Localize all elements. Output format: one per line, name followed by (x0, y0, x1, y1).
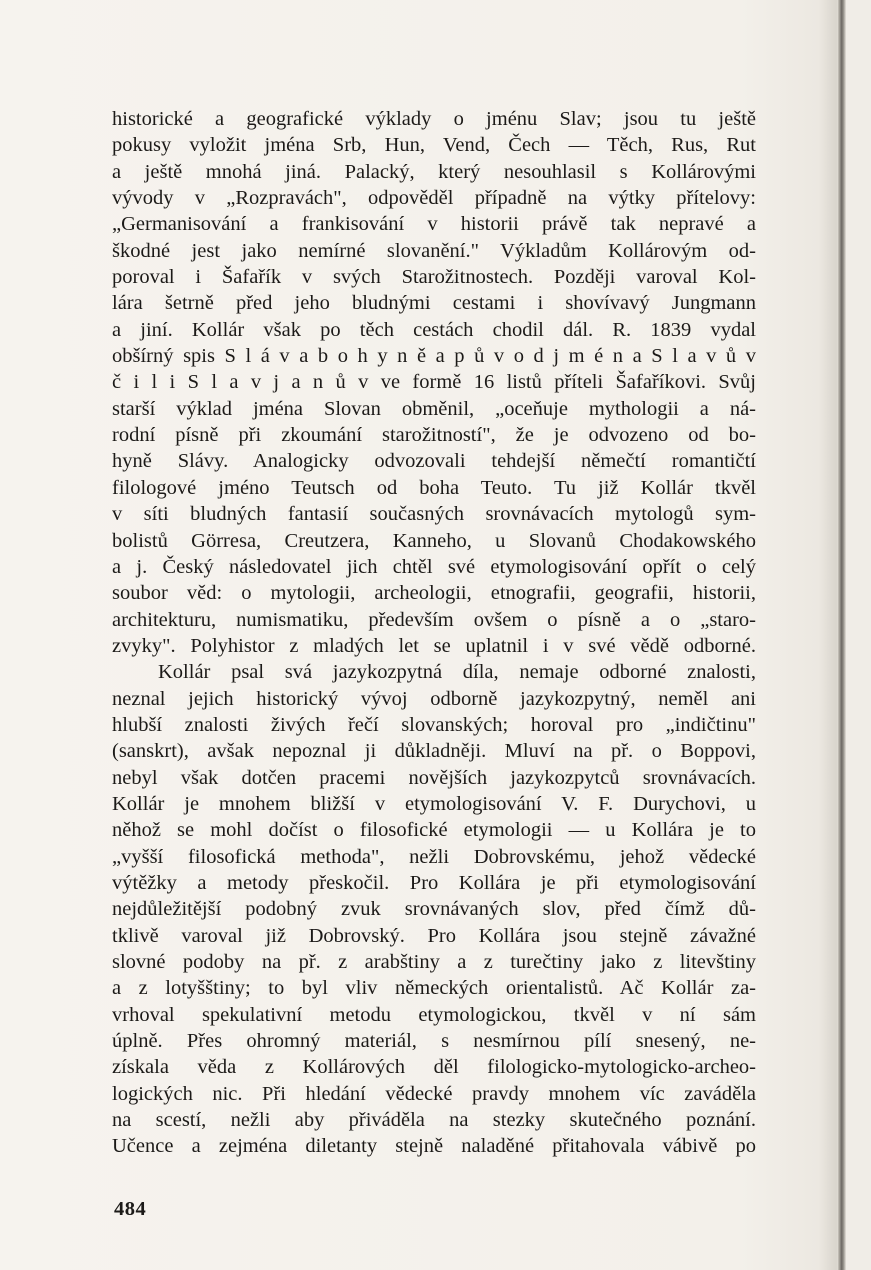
page-number: 484 (114, 1198, 147, 1220)
text-line: poroval i Šafařík v svých Starožitnostech. Později varoval Kol- (112, 266, 756, 289)
text-line: pokusy vyložit jména Srb, Hun, Vend, Čech — Těch, Rus, Rut (112, 134, 756, 157)
text-line: „vyšší filosofická methoda", nežli Dobrovskému, jehož vědecké (112, 845, 756, 868)
text-line: hlubší znalosti živých řečí slovanských; horoval pro „indičtinu" (112, 713, 756, 736)
text-line: vývody v „Rozpravách", odpověděl případně na výtky přítelovy: (112, 187, 756, 210)
text-line: v síti bludných fantasií současných srovnávacích mytologů sym- (112, 503, 756, 526)
text-line: zvyky". Polyhistor z mladých let se uplatnil i v své vědě odborné. (112, 634, 756, 657)
text-line: architekturu, numismatiku, především ovšem o písně a o „staro- (112, 608, 756, 631)
text-line: a z lotyšštiny; to byl vliv německých orientalistů. Ač Kollár za- (112, 977, 756, 1000)
text-line-paragraph-start: Kollár psal svá jazykozpytná díla, nemaje odborné znalosti, (158, 661, 756, 684)
text-line: hyně Slávy. Analogicky odvozovali tehdejší němečtí romantičtí (112, 450, 756, 473)
text-line: a ještě mnohá jiná. Palacký, který nesouhlasil s Kollárovými (112, 160, 756, 183)
text-line: historické a geografické výklady o jménu Slav; jsou tu ještě (112, 108, 756, 130)
text-line: Učence a zejména diletanty stejně naladěné přitahovala vábivě po (112, 1135, 756, 1158)
text-line: tklivě varoval již Dobrovský. Pro Kollára jsou stejně závažné (112, 924, 756, 947)
text-line: vrhoval spekulativní metodu etymologickou, tkvěl v ní sám (112, 1003, 756, 1026)
text-line: něhož se mohl dočíst o filosofické etymologii — u Kollára je to (112, 819, 756, 842)
text-line: a j. Český následovatel jich chtěl své etymologisování opřít o celý (112, 555, 756, 578)
text-line: č i l i S l a v j a n ů v ve formě 16 listů příteli Šafaříkovi. Svůj (112, 371, 756, 394)
text-line: logických nic. Při hledání vědecké pravdy mnohem víc zaváděla (112, 1082, 756, 1105)
text-line: (sanskrt), avšak nepoznal ji důkladněji. Mluví na př. o Boppovi, (112, 740, 756, 763)
text-line: obšírný spis S l á v a b o h y n ě a p ů v o d j m é n a S l a v ů v (112, 345, 756, 368)
text-line: úplně. Přes ohromný materiál, s nesmírnou pílí snesený, ne- (112, 1030, 756, 1053)
text-line: „Germanisování a frankisování v historii právě tak nepravé a (112, 213, 756, 236)
text-line: rodní písně při zkoumání starožitností", že je odvozeno od bo- (112, 424, 756, 447)
text-line: lára šetrně před jeho bludnými cestami i shovívavý Jungmann (112, 292, 756, 315)
text-line: soubor věd: o mytologii, archeologii, etnografii, geografii, historii, (112, 582, 756, 605)
body-text (112, 106, 756, 1160)
text-line: na scestí, nežli aby přiváděla na stezky skutečného poznání. (112, 1109, 756, 1132)
text-line: Kollár je mnohem bližší v etymologisování V. F. Durychovi, u (112, 792, 756, 815)
text-line: výtěžky a metody přeskočil. Pro Kollára je při etymologisování (112, 871, 756, 894)
text-line: nebyl však dotčen pracemi novějších jazykozpytců srovnávacích. (112, 766, 756, 789)
text-line: získala věda z Kollárových děl filologicko-mytologicko-archeo- (112, 1056, 756, 1079)
text-line: slovné podoby na př. z arabštiny a z turečtiny jako z litevštiny (112, 951, 756, 973)
text-line: škodné jest jako nemírné slovanění." Výkladům Kollárovým od- (112, 239, 756, 262)
text-line: nejdůležitější podobný zvuk srovnávaných slov, před čímž dů- (112, 898, 756, 921)
book-spine-shadow (838, 0, 846, 1270)
text-line: neznal jejich historický vývoj odborně jazykozpytný, neměl ani (112, 687, 756, 710)
text-line: a jiní. Kollár však po těch cestách chodil dál. R. 1839 vydal (112, 318, 756, 341)
text-line: filologové jméno Teutsch od boha Teuto. Tu již Kollár tkvěl (112, 476, 756, 499)
text-line: bolistů Görresa, Creutzera, Kanneho, u Slovanů Chodakowského (112, 529, 756, 552)
text-line: starší výklad jména Slovan obměnil, „oceňuje mythologii a ná- (112, 397, 756, 420)
